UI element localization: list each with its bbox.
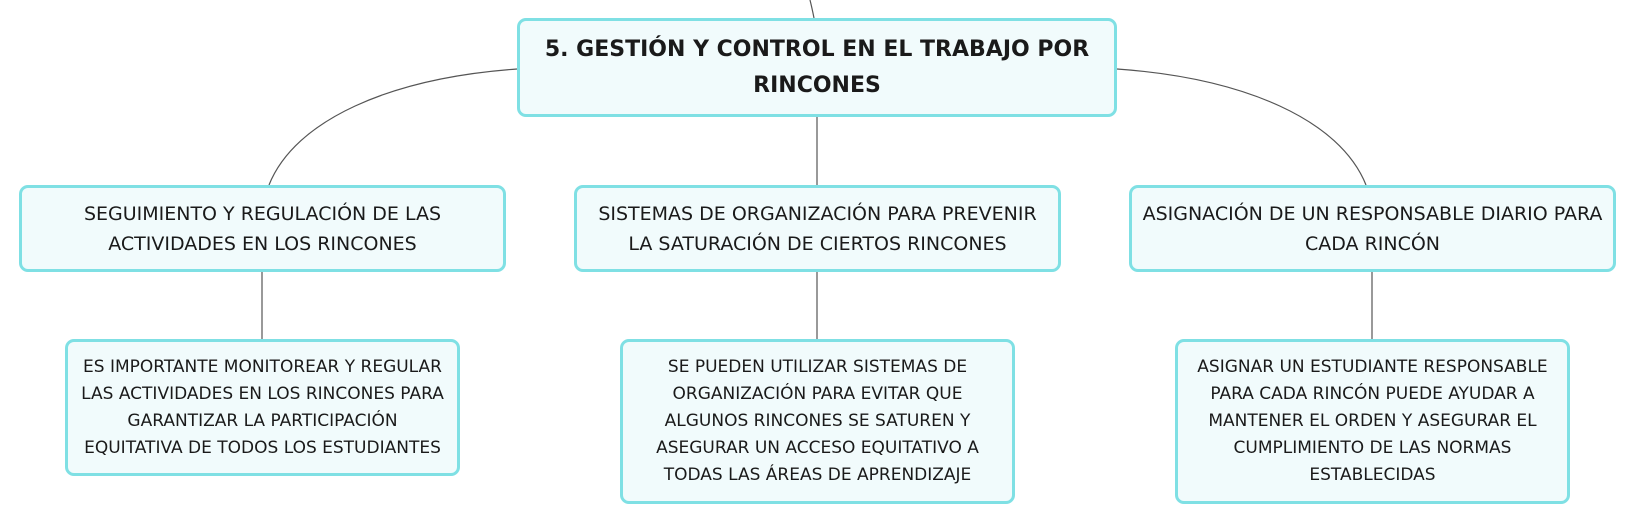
branch-title: SEGUIMIENTO Y REGULACIÓN DE LAS ACTIVIDADES EN LOS RINCONES (83, 202, 442, 255)
detail-node-seguimiento[interactable] (65, 339, 460, 476)
connector-root-to-branch-1 (269, 69, 517, 185)
branch-node-seguimiento[interactable] (19, 185, 506, 272)
branch-node-asignacion[interactable] (1129, 185, 1616, 272)
detail-node-sistemas[interactable] (620, 339, 1015, 504)
detail-node-asignacion[interactable] (1175, 339, 1570, 504)
detail-text: ASIGNAR UN ESTUDIANTE RESPONSABLE PARA CADA RINCÓN PUEDE AYUDAR A MANTENER EL ORDEN Y ASEGURAR EL CUMPLIMIENTO DE LAS NORMAS ESTABLECIDAS (1197, 357, 1548, 485)
detail-text: SE PUEDEN UTILIZAR SISTEMAS DE ORGANIZACIÓN PARA EVITAR QUE ALGUNOS RINCONES SE SATUREN Y ASEGURAR UN ACCESO EQUITATIVO A TODAS LAS ÁREAS DE APRENDIZAJE (656, 357, 979, 485)
branch-title: ASIGNACIÓN DE UN RESPONSABLE DIARIO PARA CADA RINCÓN (1142, 202, 1603, 255)
root-topic-title: 5. GESTIÓN Y CONTROL EN EL TRABAJO POR RINCONES (544, 36, 1090, 98)
root-topic-node[interactable] (517, 18, 1117, 117)
connector-parent-to-root (810, 0, 814, 18)
detail-text: ES IMPORTANTE MONITOREAR Y REGULAR LAS ACTIVIDADES EN LOS RINCONES PARA GARANTIZAR LA PARTICIPACIÓN EQUITATIVA DE TODOS LOS ESTUDIANTES (81, 356, 444, 458)
branch-node-sistemas[interactable] (574, 185, 1061, 272)
connector-root-to-branch-3 (1117, 69, 1366, 185)
branch-title: SISTEMAS DE ORGANIZACIÓN PARA PREVENIR LA SATURACIÓN DE CIERTOS RINCONES (598, 202, 1037, 255)
